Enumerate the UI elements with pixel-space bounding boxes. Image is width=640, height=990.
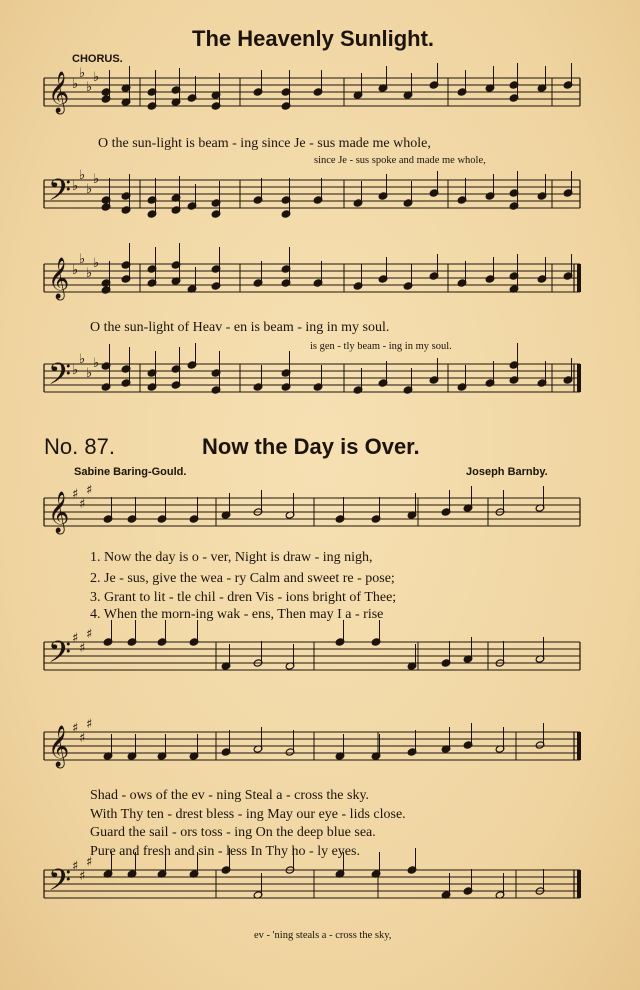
- key-accidental-icon: ♯: [79, 731, 86, 746]
- key-accidental-icon: ♭: [79, 252, 86, 267]
- key-accidental-icon: ♭: [93, 172, 100, 187]
- key-accidental-icon: ♯: [86, 627, 93, 642]
- hymn-number: No. 87.: [44, 434, 115, 459]
- key-accidental-icon: ♭: [86, 266, 93, 281]
- chorus-label: CHORUS.: [72, 53, 123, 65]
- key-accidental-icon: ♭: [93, 356, 100, 371]
- verse-line: Pure and fresh and sin - less In Thy ho - ly eyes.: [90, 844, 360, 859]
- staff-3-bass: [40, 627, 585, 700]
- clef-icon: 𝄢: [48, 636, 72, 677]
- key-accidental-icon: ♯: [72, 631, 79, 646]
- verse-line: 1. Now the day is o - ver, Night is draw - ing nigh,: [90, 550, 373, 565]
- verse-line: Shad - ows of the ev - ning Steal a - cross the sky.: [90, 788, 370, 803]
- staff-2-bass: [40, 352, 585, 422]
- clef-icon: 𝄞: [48, 258, 70, 299]
- key-accidental-icon: ♯: [86, 483, 93, 498]
- key-accidental-icon: ♭: [93, 256, 100, 271]
- verse-line: Guard the sail - ors toss - ing On the deep blue sea.: [90, 825, 376, 840]
- key-accidental-icon: ♯: [86, 855, 93, 870]
- key-accidental-icon: ♭: [79, 66, 86, 81]
- key-accidental-icon: ♭: [72, 263, 79, 278]
- key-accidental-icon: ♯: [79, 641, 86, 656]
- verse-line: 4. When the morn-ing wak - ens, Then may I a - rise: [90, 607, 384, 622]
- hymn-title: Now the Day is Over.: [202, 434, 420, 459]
- staff-2-treble: [40, 252, 585, 322]
- key-accidental-icon: ♭: [72, 179, 79, 194]
- clef-icon: 𝄢: [48, 864, 72, 905]
- verse-line: With Thy ten - drest bless - ing May our eye - lids close.: [90, 807, 406, 822]
- key-accidental-icon: ♭: [72, 77, 79, 92]
- staff-3-treble: [40, 483, 585, 556]
- key-accidental-icon: ♯: [79, 497, 86, 512]
- key-accidental-icon: ♯: [72, 487, 79, 502]
- key-accidental-icon: ♭: [79, 168, 86, 183]
- clef-icon: 𝄞: [48, 492, 70, 533]
- lyrics-line: O the sun-light of Heav - en is beam - ing in my soul.: [90, 320, 390, 335]
- lyrics-line: O the sun-light is beam - ing since Je - sus made me whole,: [98, 136, 431, 151]
- key-accidental-icon: ♭: [86, 182, 93, 197]
- hymn-composer: Joseph Barnby.: [466, 466, 548, 478]
- staff-4-bass: [40, 855, 585, 928]
- key-accidental-icon: ♯: [86, 717, 93, 732]
- verse-line: 2. Je - sus, give the wea - ry Calm and sweet re - pose;: [90, 571, 395, 586]
- lyrics-echo: ev - 'ning steals a - cross the sky,: [254, 930, 392, 941]
- key-accidental-icon: ♯: [72, 721, 79, 736]
- hymn-title: The Heavenly Sunlight.: [192, 26, 435, 51]
- key-accidental-icon: ♭: [93, 70, 100, 85]
- key-accidental-icon: ♭: [86, 366, 93, 381]
- key-accidental-icon: ♯: [72, 859, 79, 874]
- hymn-author: Sabine Baring-Gould.: [74, 466, 187, 478]
- key-accidental-icon: ♭: [72, 363, 79, 378]
- lyrics-echo: is gen - tly beam - ing in my soul.: [310, 341, 452, 352]
- verse-line: 3. Grant to lit - tle chil - dren Vis - ions bright of Thee;: [90, 590, 397, 605]
- key-accidental-icon: ♯: [79, 869, 86, 884]
- staff-4-treble: [40, 717, 585, 790]
- staff-1-treble: [40, 66, 585, 136]
- clef-icon: 𝄢: [48, 358, 72, 399]
- clef-icon: 𝄞: [48, 726, 70, 767]
- clef-icon: 𝄞: [48, 72, 70, 113]
- key-accidental-icon: ♭: [86, 80, 93, 95]
- lyrics-echo: since Je - sus spoke and made me whole,: [314, 155, 486, 166]
- staff-1-bass: [40, 168, 585, 238]
- clef-icon: 𝄢: [48, 174, 72, 215]
- key-accidental-icon: ♭: [79, 352, 86, 367]
